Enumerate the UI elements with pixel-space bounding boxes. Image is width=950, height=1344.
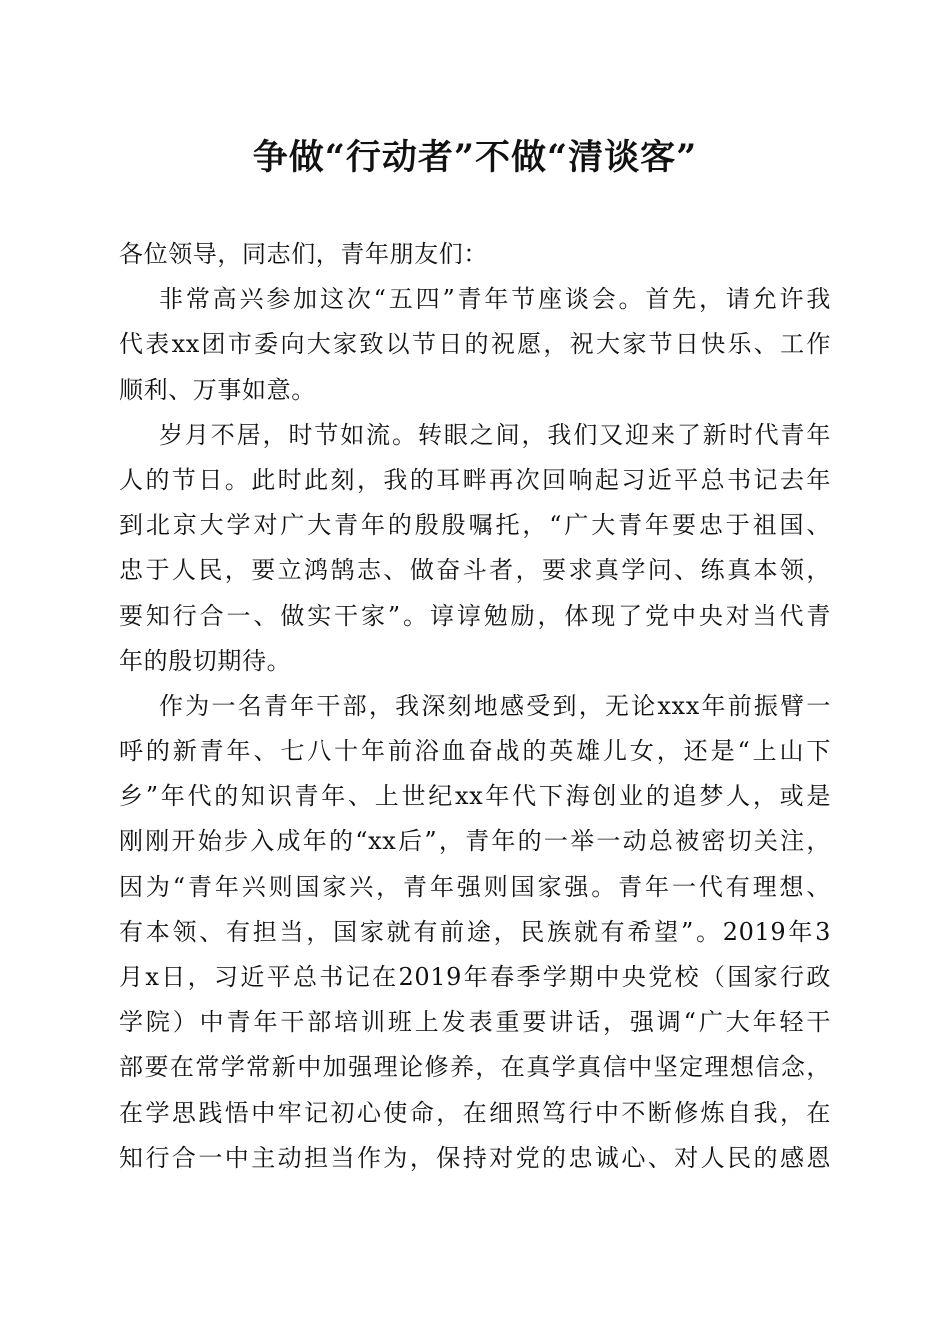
text-line: 作为一名青年干部，我深刻地感受到，无论xxx年前振臂一 [159,691,831,720]
text-line: 要知行合一、做实干家”。谆谆勉励，体现了党中央对当代青 [119,601,831,630]
text-line: 学院）中青年干部培训班上发表重要讲话，强调“广大年轻干 [119,1008,831,1037]
document-title: 争做“行动者”不做“清谈客” [252,137,698,178]
text-line: 到北京大学对广大青年的殷殷嘱托，“广大青年要忠于祖国、 [119,511,831,540]
text-line: 忠于人民，要立鸿鹄志、做奋斗者，要求真学问、练真本领， [119,556,831,585]
text-line: 部要在常学常新中加强理论修养，在真学真信中坚定理想信念， [119,1053,831,1082]
text-line: 非常高兴参加这次“五四”青年节座谈会。首先，请允许我 [159,285,831,314]
text-line: 乡”年代的知识青年、上世纪xx年代下海创业的追梦人，或是 [119,782,831,811]
document-body [119,232,831,1181]
text-line: 各位领导，同志们，青年朋友们： [119,240,488,268]
text-line: 岁月不居，时节如流。转眼之间，我们又迎来了新时代青年 [159,420,831,449]
text-line: 人的节日。此时此刻，我的耳畔再次回响起习近平总书记去年 [119,465,831,494]
text-line: 有本领、有担当，国家就有前途，民族就有希望”。2019年3 [119,917,831,946]
text-line: 知行合一中主动担当作为，保持对党的忠诚心、对人民的感恩 [119,1143,831,1172]
text-line: 代表xx团市委向大家致以节日的祝愿，祝大家节日快乐、工作 [119,330,831,359]
text-line: 顺利、万事如意。 [119,375,316,404]
text-line: 月x日，习近平总书记在2019年春季学期中央党校（国家行政 [119,963,831,991]
text-line: 在学思践悟中牢记初心使命，在细照笃行中不断修炼自我，在 [119,1098,831,1127]
text-line: 刚刚开始步入成年的“xx后”，青年的一举一动总被密切关注， [119,827,831,856]
text-line: 呼的新青年、七八十年前浴血奋战的英雄儿女，还是“上山下 [119,737,831,766]
text-line: 年的殷切期待。 [119,646,292,675]
text-line: 因为“青年兴则国家兴，青年强则国家强。青年一代有理想、 [119,872,831,901]
